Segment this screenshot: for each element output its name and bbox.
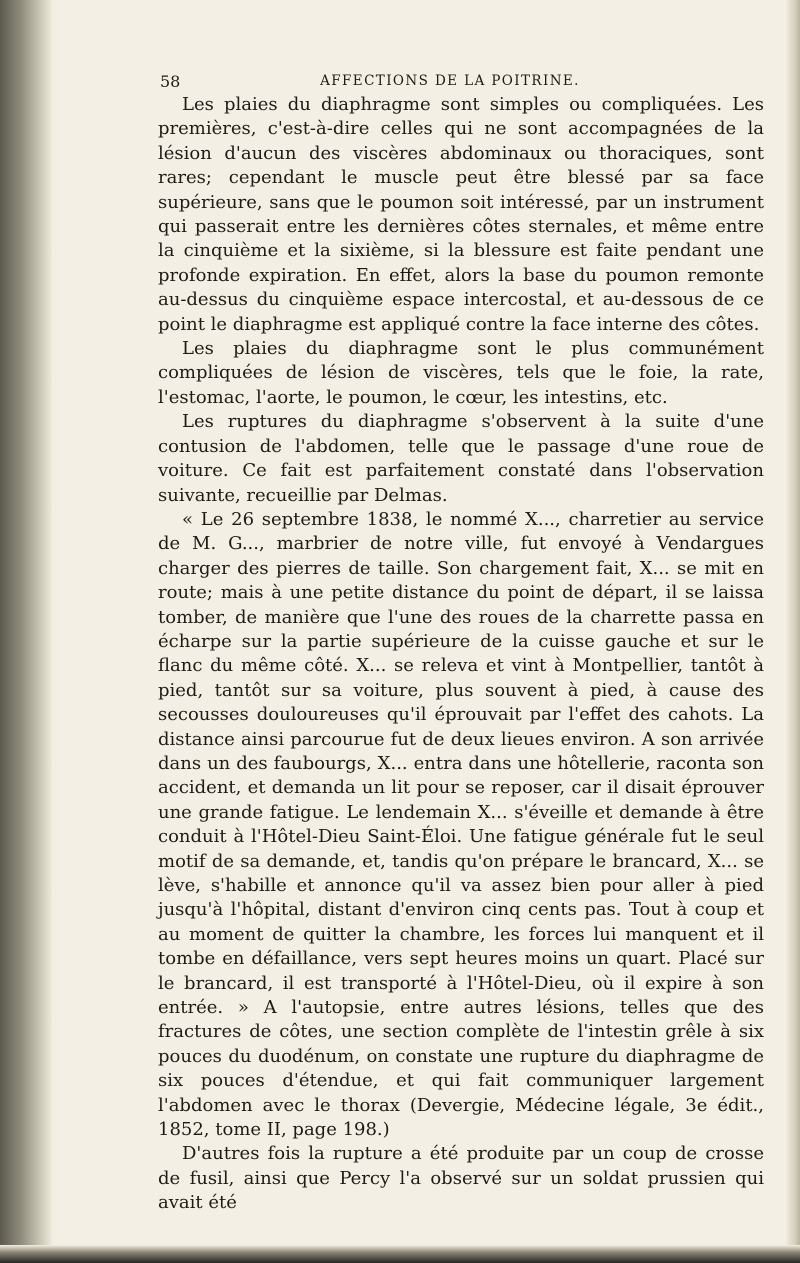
page-edge-bottom (0, 1245, 800, 1263)
paragraph-plaies-compliquees: Les plaies du diaphragme sont le plus communément compliquées de lésion de viscères, tels que le foie, la rate, l'estomac, l'aorte, le poumon, le cœur, les intestins, etc. (158, 338, 764, 408)
paragraph-plaies-simples: Les plaies du diaphragme sont simples ou compliquées. Les premières, c'est-à-dire celles qui ne sont accompagnées de la lésion d'aucun des viscères abdominaux ou thoraciques, sont rares; cependant le muscle peut être blessé par sa face supérieure, sans que le poumon soit intéressé, par un instrument qui passerait entre les dernières côtes sternales, et même entre la cinquième et la sixième, si la blessure est faite pendant une profonde expiration. En effet, alors la base du poumon remonte au-dessus du cinquième espace intercostal, et au-dessous de ce point le diaphragme est appliqué contre la face interne des côtes. (158, 94, 764, 335)
running-title: AFFECTIONS DE LA POITRINE. (320, 73, 580, 89)
running-header (160, 72, 740, 94)
paragraph-ruptures: Les ruptures du diaphragme s'observent à la suite d'une contusion de l'abdomen, telle que le passage d'une roue de voiture. Ce fait est parfaitement constaté dans l'observation suivante, recueillie par Delmas. (158, 411, 764, 506)
book-binding-shadow (0, 0, 52, 1263)
paragraph-coup-de-crosse: D'autres fois la rupture a été produite par un coup de crosse de fusil, ainsi que Percy l'a observé sur un soldat prussien qui avait été (158, 1143, 764, 1214)
body-text (158, 93, 764, 1216)
page-number: 58 (160, 72, 181, 91)
paragraph-observation-delmas: « Le 26 septembre 1838, le nommé X..., charretier au service de M. G..., marbrier de notre ville, fut envoyé à Vendargues charger des pierres de taille. Son chargement fait, X... se mit en route; mais à une petite distance du point de départ, il se laissa tomber, de manière que l'une des roues de la charrette passa en écharpe sur la partie supérieure de la cuisse gauche et sur le flanc du même côté. X... se releva et vint à Montpellier, tantôt à pied, tantôt sur sa voiture, plus souvent à pied, à cause des secousses douloureuses qu'il éprouvait par l'effet des cahots. La distance ainsi parcourue fut de deux lieues environ. A son arrivée dans un des faubourgs, X... entra dans une hôtellerie, raconta son accident, et demanda un lit pour se reposer, car il disait éprouver une grande fatigue. Le lendemain X... s'éveille et demande à être conduit à l'Hôtel-Dieu Saint-Éloi. Une fatigue générale fut le seul motif de sa demande, et, tandis qu'on prépare le brancard, X... se lève, s'habille et annonce qu'il va assez bien pour aller à pied jusqu'à l'hôpital, distant d'environ cinq cents pas. Tout à coup et au moment de quitter la chambre, les forces lui manquent et il tombe en défaillance, vers sept heures moins un quart. Placé sur le brancard, il est transporté à l'Hôtel-Dieu, où il expire à son entrée. » A l'autopsie, entre autres lésions, telles que des fractures de côtes, une section complète de l'intestin grêle à six pouces du duodénum, on constate une rupture du diaphragme de six pouces d'étendue, et qui fait communiquer largement l'abdomen avec le thorax (Devergie, Médecine légale, 3e édit., 1852, tome II, page 198.) (158, 508, 764, 1141)
page-edge-right (786, 0, 800, 1263)
